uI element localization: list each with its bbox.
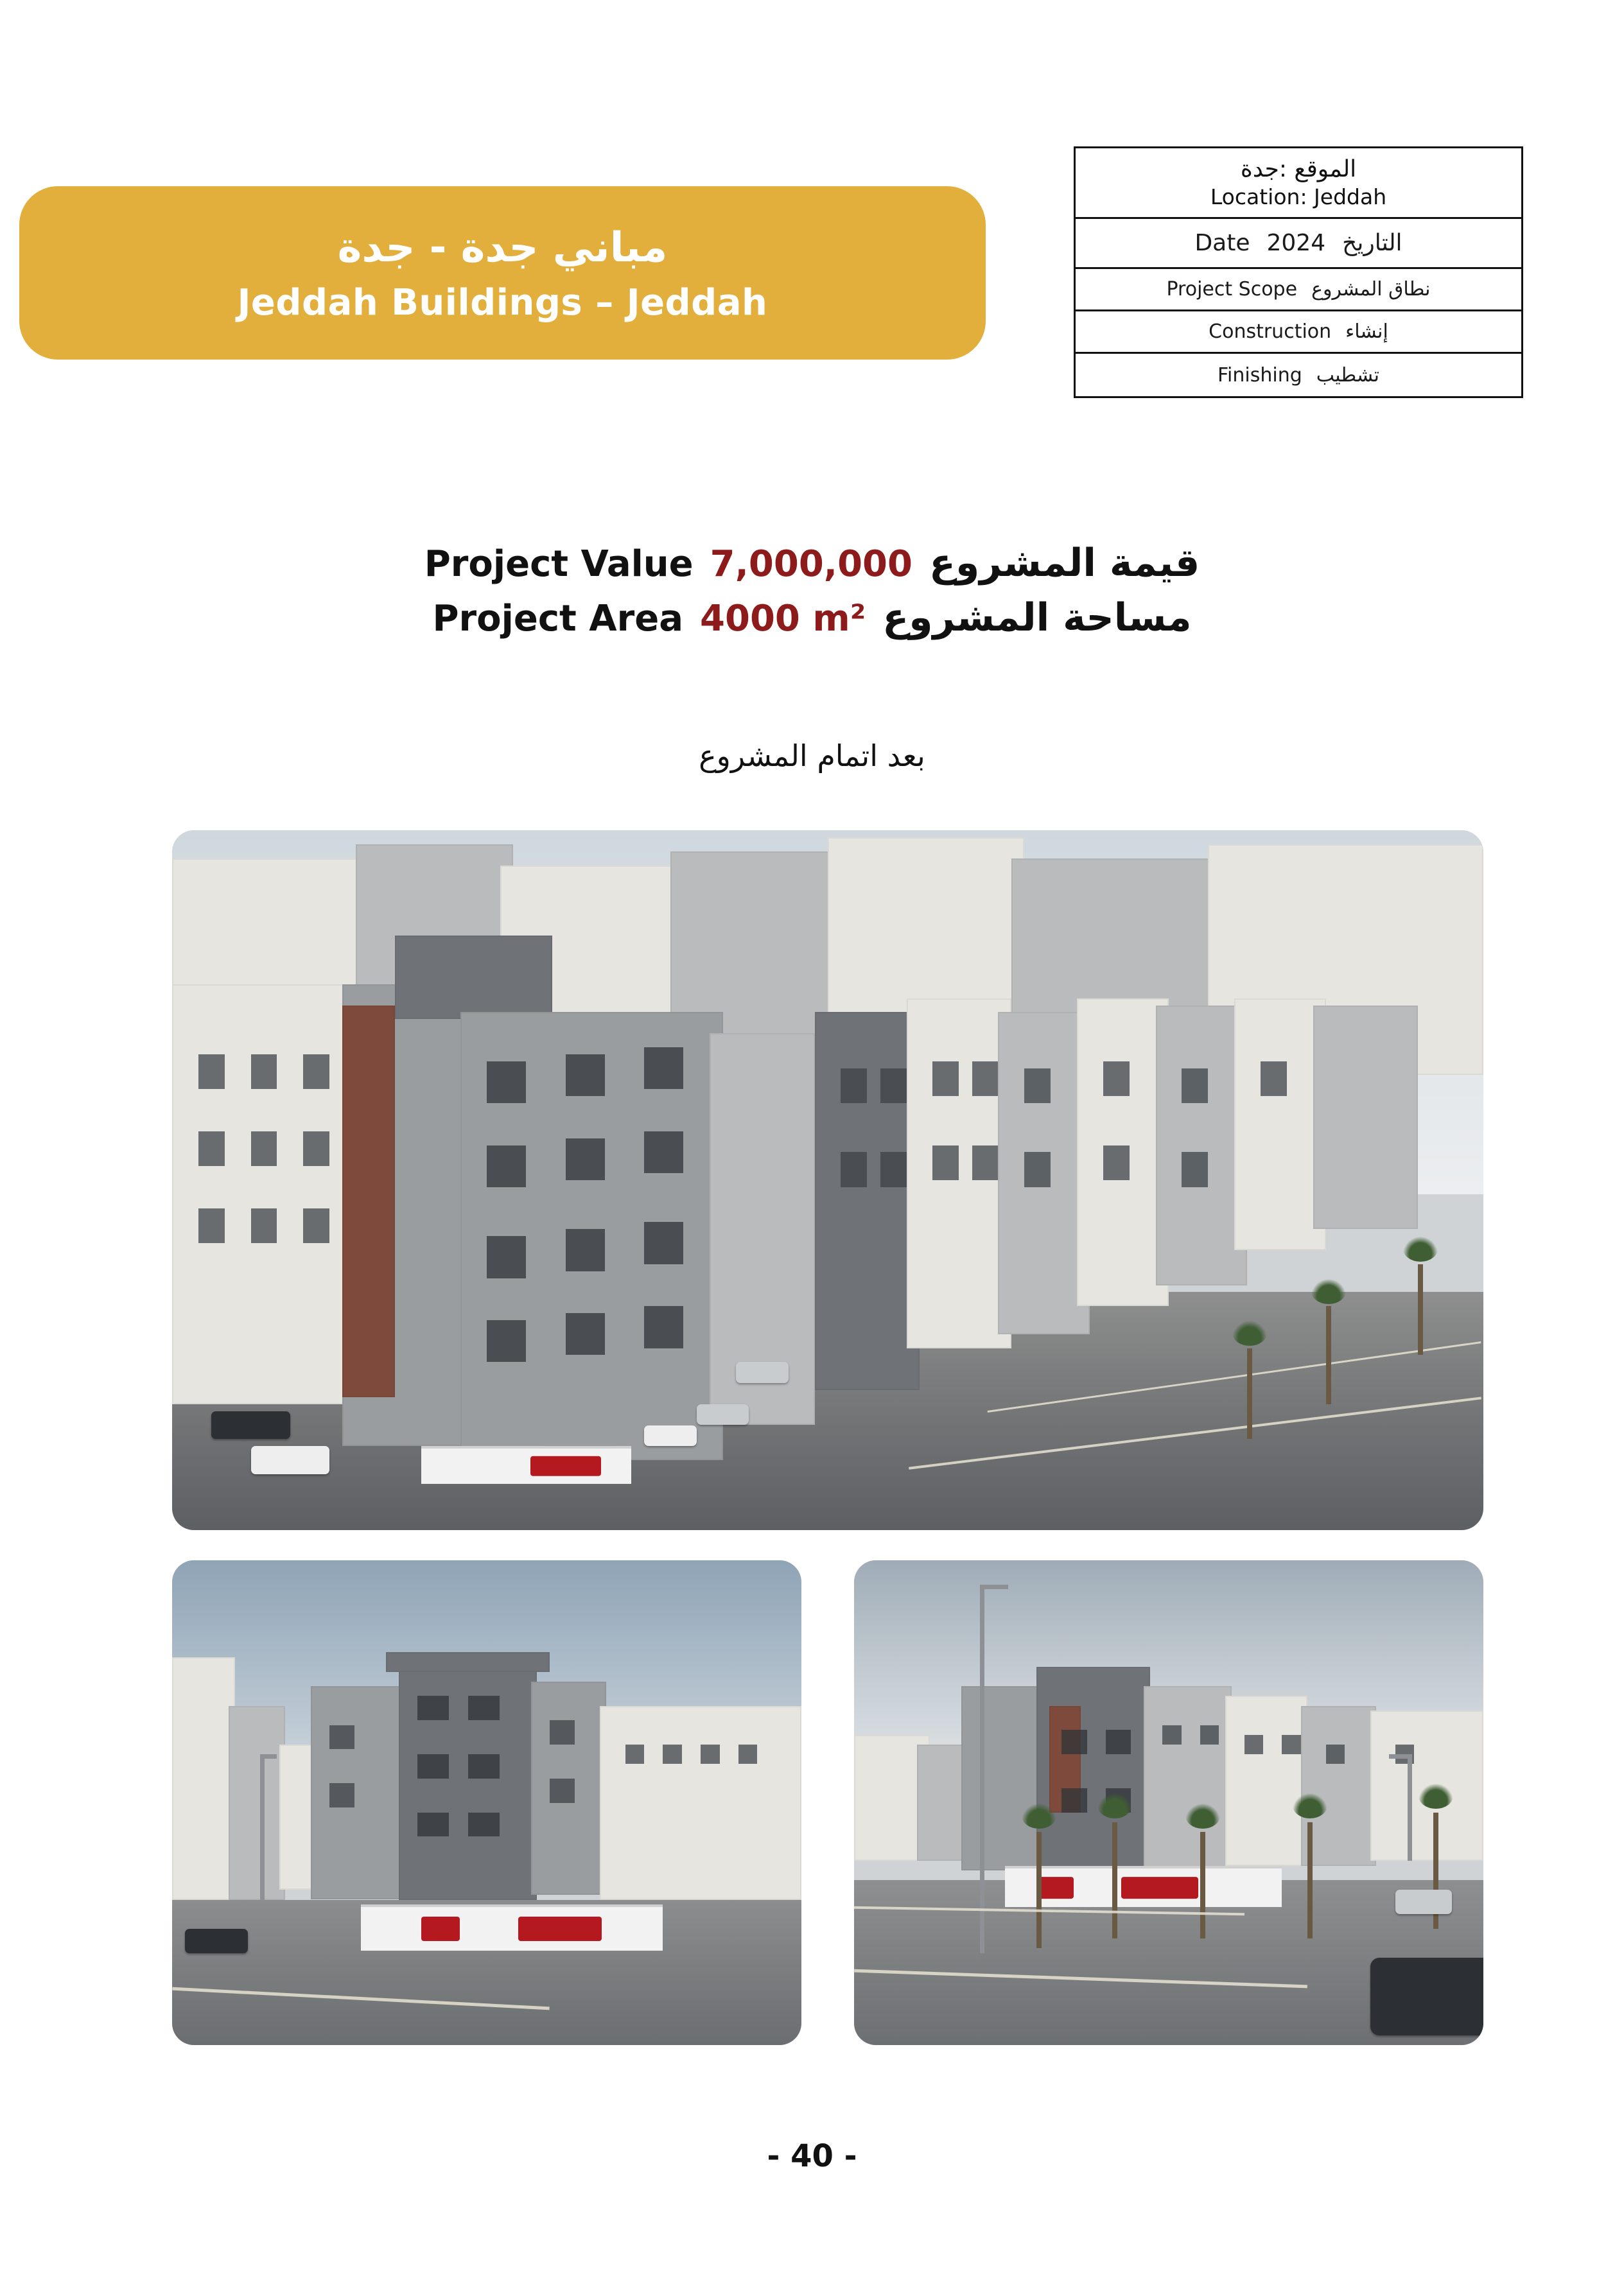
palm-tree-trunk [1326, 1306, 1331, 1404]
advertising-banner [1121, 1877, 1198, 1899]
window [251, 1208, 277, 1244]
window [198, 1208, 225, 1244]
parked-car [644, 1425, 697, 1447]
window [841, 1152, 867, 1187]
info-row-location [1076, 148, 1521, 219]
window [972, 1061, 999, 1097]
palm-tree-crown [1097, 1793, 1132, 1818]
street-light-arm [1389, 1754, 1408, 1759]
info-row-finishing [1076, 354, 1521, 396]
window [1282, 1735, 1300, 1754]
window [880, 1068, 907, 1104]
project-area-label-english: Project Area [432, 598, 684, 640]
project-area-amount: 4000 m² [700, 598, 866, 640]
window [1162, 1725, 1181, 1745]
window [625, 1745, 644, 1764]
site-hoarding [1005, 1866, 1282, 1907]
date-value: 2024 [1266, 230, 1326, 256]
window [663, 1745, 681, 1764]
window [251, 1054, 277, 1090]
featured-building-cornice [386, 1652, 550, 1671]
window [1261, 1061, 1287, 1097]
window [1061, 1730, 1087, 1754]
window [932, 1061, 959, 1097]
photo-street-with-palms [854, 1560, 1483, 2045]
project-value-amount: 7,000,000 [710, 543, 912, 585]
date-label-english: Date [1194, 230, 1250, 256]
window [1103, 1145, 1130, 1181]
window [880, 1152, 907, 1187]
scope-item-english-1: Finishing [1217, 363, 1302, 387]
window [644, 1131, 683, 1173]
palm-tree-crown [1022, 1803, 1056, 1829]
street-light-pole [1408, 1754, 1412, 1861]
palm-tree-trunk [1200, 1832, 1205, 1938]
parked-car [211, 1411, 290, 1440]
parked-car [185, 1929, 248, 1953]
window [1182, 1152, 1208, 1187]
window [1326, 1745, 1345, 1764]
window [1244, 1735, 1263, 1754]
window [566, 1054, 605, 1096]
photo-street-corner [172, 1560, 801, 2045]
window [487, 1145, 526, 1187]
window [468, 1696, 500, 1720]
project-area-row [433, 594, 1192, 642]
project-scope-english: Project Scope [1166, 278, 1298, 300]
palm-tree-crown [1311, 1278, 1346, 1304]
foreground-car [1370, 1958, 1483, 2035]
scope-item-arabic-0: إنشاء [1345, 320, 1388, 343]
street-light-arm [980, 1585, 1008, 1589]
info-row-construction [1076, 311, 1521, 354]
scope-item-arabic-1: تشطيب [1316, 363, 1380, 387]
photo-aerial-view [172, 830, 1483, 1530]
window [841, 1068, 867, 1104]
site-hoarding [361, 1904, 663, 1951]
advertising-banner [1038, 1877, 1074, 1899]
background-building [917, 1745, 967, 1861]
palm-tree-trunk [1418, 1264, 1423, 1355]
advertising-banner [518, 1917, 602, 1941]
row-building [1313, 1006, 1418, 1230]
page-number: - 40 - [767, 2138, 857, 2174]
window [1061, 1788, 1087, 1813]
parked-car [1395, 1890, 1452, 1914]
window [303, 1054, 329, 1090]
window [198, 1131, 225, 1167]
left-apartment-block [172, 984, 356, 1404]
window [566, 1229, 605, 1271]
window [487, 1061, 526, 1103]
project-value-label-arabic: قيمة المشروع [929, 541, 1200, 586]
palm-tree-crown [1293, 1793, 1327, 1818]
featured-building-brick-panel [342, 1006, 395, 1397]
location-english: Location: Jeddah [1210, 184, 1387, 210]
window [417, 1754, 449, 1779]
window [550, 1779, 575, 1803]
window [303, 1131, 329, 1167]
window [550, 1720, 575, 1745]
window [644, 1222, 683, 1264]
window [738, 1745, 757, 1764]
palm-tree-trunk [1307, 1822, 1313, 1938]
window [303, 1208, 329, 1244]
right-building [600, 1706, 801, 1900]
featured-building-roof-box [395, 936, 552, 1020]
window [1024, 1152, 1051, 1187]
window [644, 1047, 683, 1089]
info-row-project-scope [1076, 269, 1521, 311]
window [1103, 1061, 1130, 1097]
project-scope-arabic: نطاق المشروع [1311, 278, 1431, 300]
location-arabic: الموقع :جدة [1240, 156, 1357, 183]
parked-car [697, 1404, 749, 1425]
after-completion-caption: بعد اتمام المشروع [699, 738, 925, 773]
street-light-pole [260, 1754, 265, 1900]
info-row-date [1076, 219, 1521, 269]
window [644, 1306, 683, 1348]
palm-tree-trunk [1247, 1348, 1252, 1440]
row-building [1156, 1006, 1248, 1285]
window [251, 1131, 277, 1167]
palm-tree-crown [1185, 1803, 1220, 1829]
site-hoarding [421, 1446, 631, 1484]
window [468, 1813, 500, 1837]
window [468, 1754, 500, 1779]
window [932, 1145, 959, 1181]
window [1106, 1730, 1131, 1754]
row-building [1225, 1696, 1307, 1865]
row-building [1144, 1686, 1232, 1870]
window [198, 1054, 225, 1090]
parked-van [251, 1446, 330, 1474]
window [1024, 1068, 1051, 1104]
palm-tree-trunk [1036, 1832, 1042, 1948]
palm-tree-trunk [1112, 1822, 1117, 1938]
window [566, 1138, 605, 1180]
window [1200, 1725, 1219, 1745]
project-info-table [1074, 146, 1523, 398]
palm-tree-crown [1419, 1783, 1453, 1809]
window [566, 1313, 605, 1355]
project-value-row [424, 539, 1200, 588]
project-value-label-english: Project Value [424, 543, 694, 585]
window [487, 1236, 526, 1278]
window [701, 1745, 719, 1764]
street-light-arm [260, 1754, 277, 1759]
featured-building-front-face [399, 1657, 537, 1900]
left-building [172, 1657, 235, 1900]
project-area-label-arabic: مساحة المشروع [882, 595, 1192, 640]
street-light-pole [980, 1585, 984, 1953]
project-title-arabic: مباني جدة - جدة [337, 224, 668, 272]
project-title-english: Jeddah Buildings – Jeddah [237, 281, 768, 324]
project-title-banner [19, 186, 986, 360]
advertising-banner [530, 1456, 601, 1476]
window [329, 1725, 354, 1750]
featured-building-left-face [311, 1686, 412, 1899]
scope-item-english-0: Construction [1209, 320, 1332, 343]
left-building [229, 1706, 285, 1900]
project-values-block [0, 539, 1624, 642]
window [487, 1320, 526, 1362]
parked-car [736, 1362, 789, 1383]
row-building [1234, 998, 1326, 1250]
window [329, 1783, 354, 1807]
window [417, 1696, 449, 1720]
window [1182, 1068, 1208, 1104]
advertising-banner [421, 1917, 460, 1941]
date-label-arabic: التاريخ [1342, 230, 1402, 256]
palm-tree-crown [1403, 1236, 1438, 1262]
window [972, 1145, 999, 1181]
window [417, 1813, 449, 1837]
